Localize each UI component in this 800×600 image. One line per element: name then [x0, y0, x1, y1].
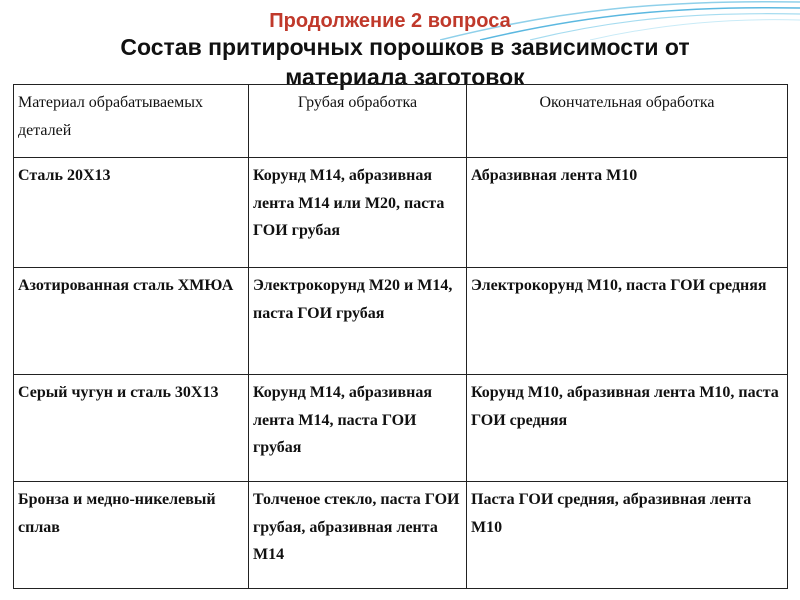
cell-final: Корунд М10, абразивная лента М10, паста ГОИ средняя [467, 375, 788, 482]
table-row [14, 268, 788, 375]
table-header-row [14, 85, 788, 158]
slide-title [0, 32, 800, 92]
slide-title-line2: материала заготовок [285, 64, 525, 90]
cell-final: Абразивная лента М10 [467, 158, 788, 268]
header-cell-material: Материал обрабатываемых деталей [14, 85, 249, 158]
abrasive-table [13, 84, 788, 589]
table-row [14, 482, 788, 589]
slide-title-line1: Состав притирочных порошков в зависимости от [120, 34, 690, 60]
header-cell-final: Окончательная обработка [467, 85, 788, 158]
cell-rough: Корунд М14, абразивная лента М14 или М20, паста ГОИ грубая [249, 158, 467, 268]
table-row [14, 375, 788, 482]
cell-material: Азотированная сталь ХМЮА [14, 268, 249, 375]
header-cell-rough: Грубая обработка [249, 85, 467, 158]
cell-rough: Толченое стекло, паста ГОИ грубая, абразивная лента М14 [249, 482, 467, 589]
cell-final: Электрокорунд М10, паста ГОИ средняя [467, 268, 788, 375]
cell-material: Бронза и медно-никелевый сплав [14, 482, 249, 589]
cell-rough: Электрокорунд М20 и М14, паста ГОИ грубая [249, 268, 467, 375]
cell-final: Паста ГОИ средняя, абразивная лента М10 [467, 482, 788, 589]
cell-rough: Корунд М14, абразивная лента М14, паста ГОИ грубая [249, 375, 467, 482]
cell-material: Серый чугун и сталь 30Х13 [14, 375, 249, 482]
table-row [14, 158, 788, 268]
cell-material: Сталь 20Х13 [14, 158, 249, 268]
section-subtitle: Продолжение 2 вопроса [269, 10, 511, 32]
